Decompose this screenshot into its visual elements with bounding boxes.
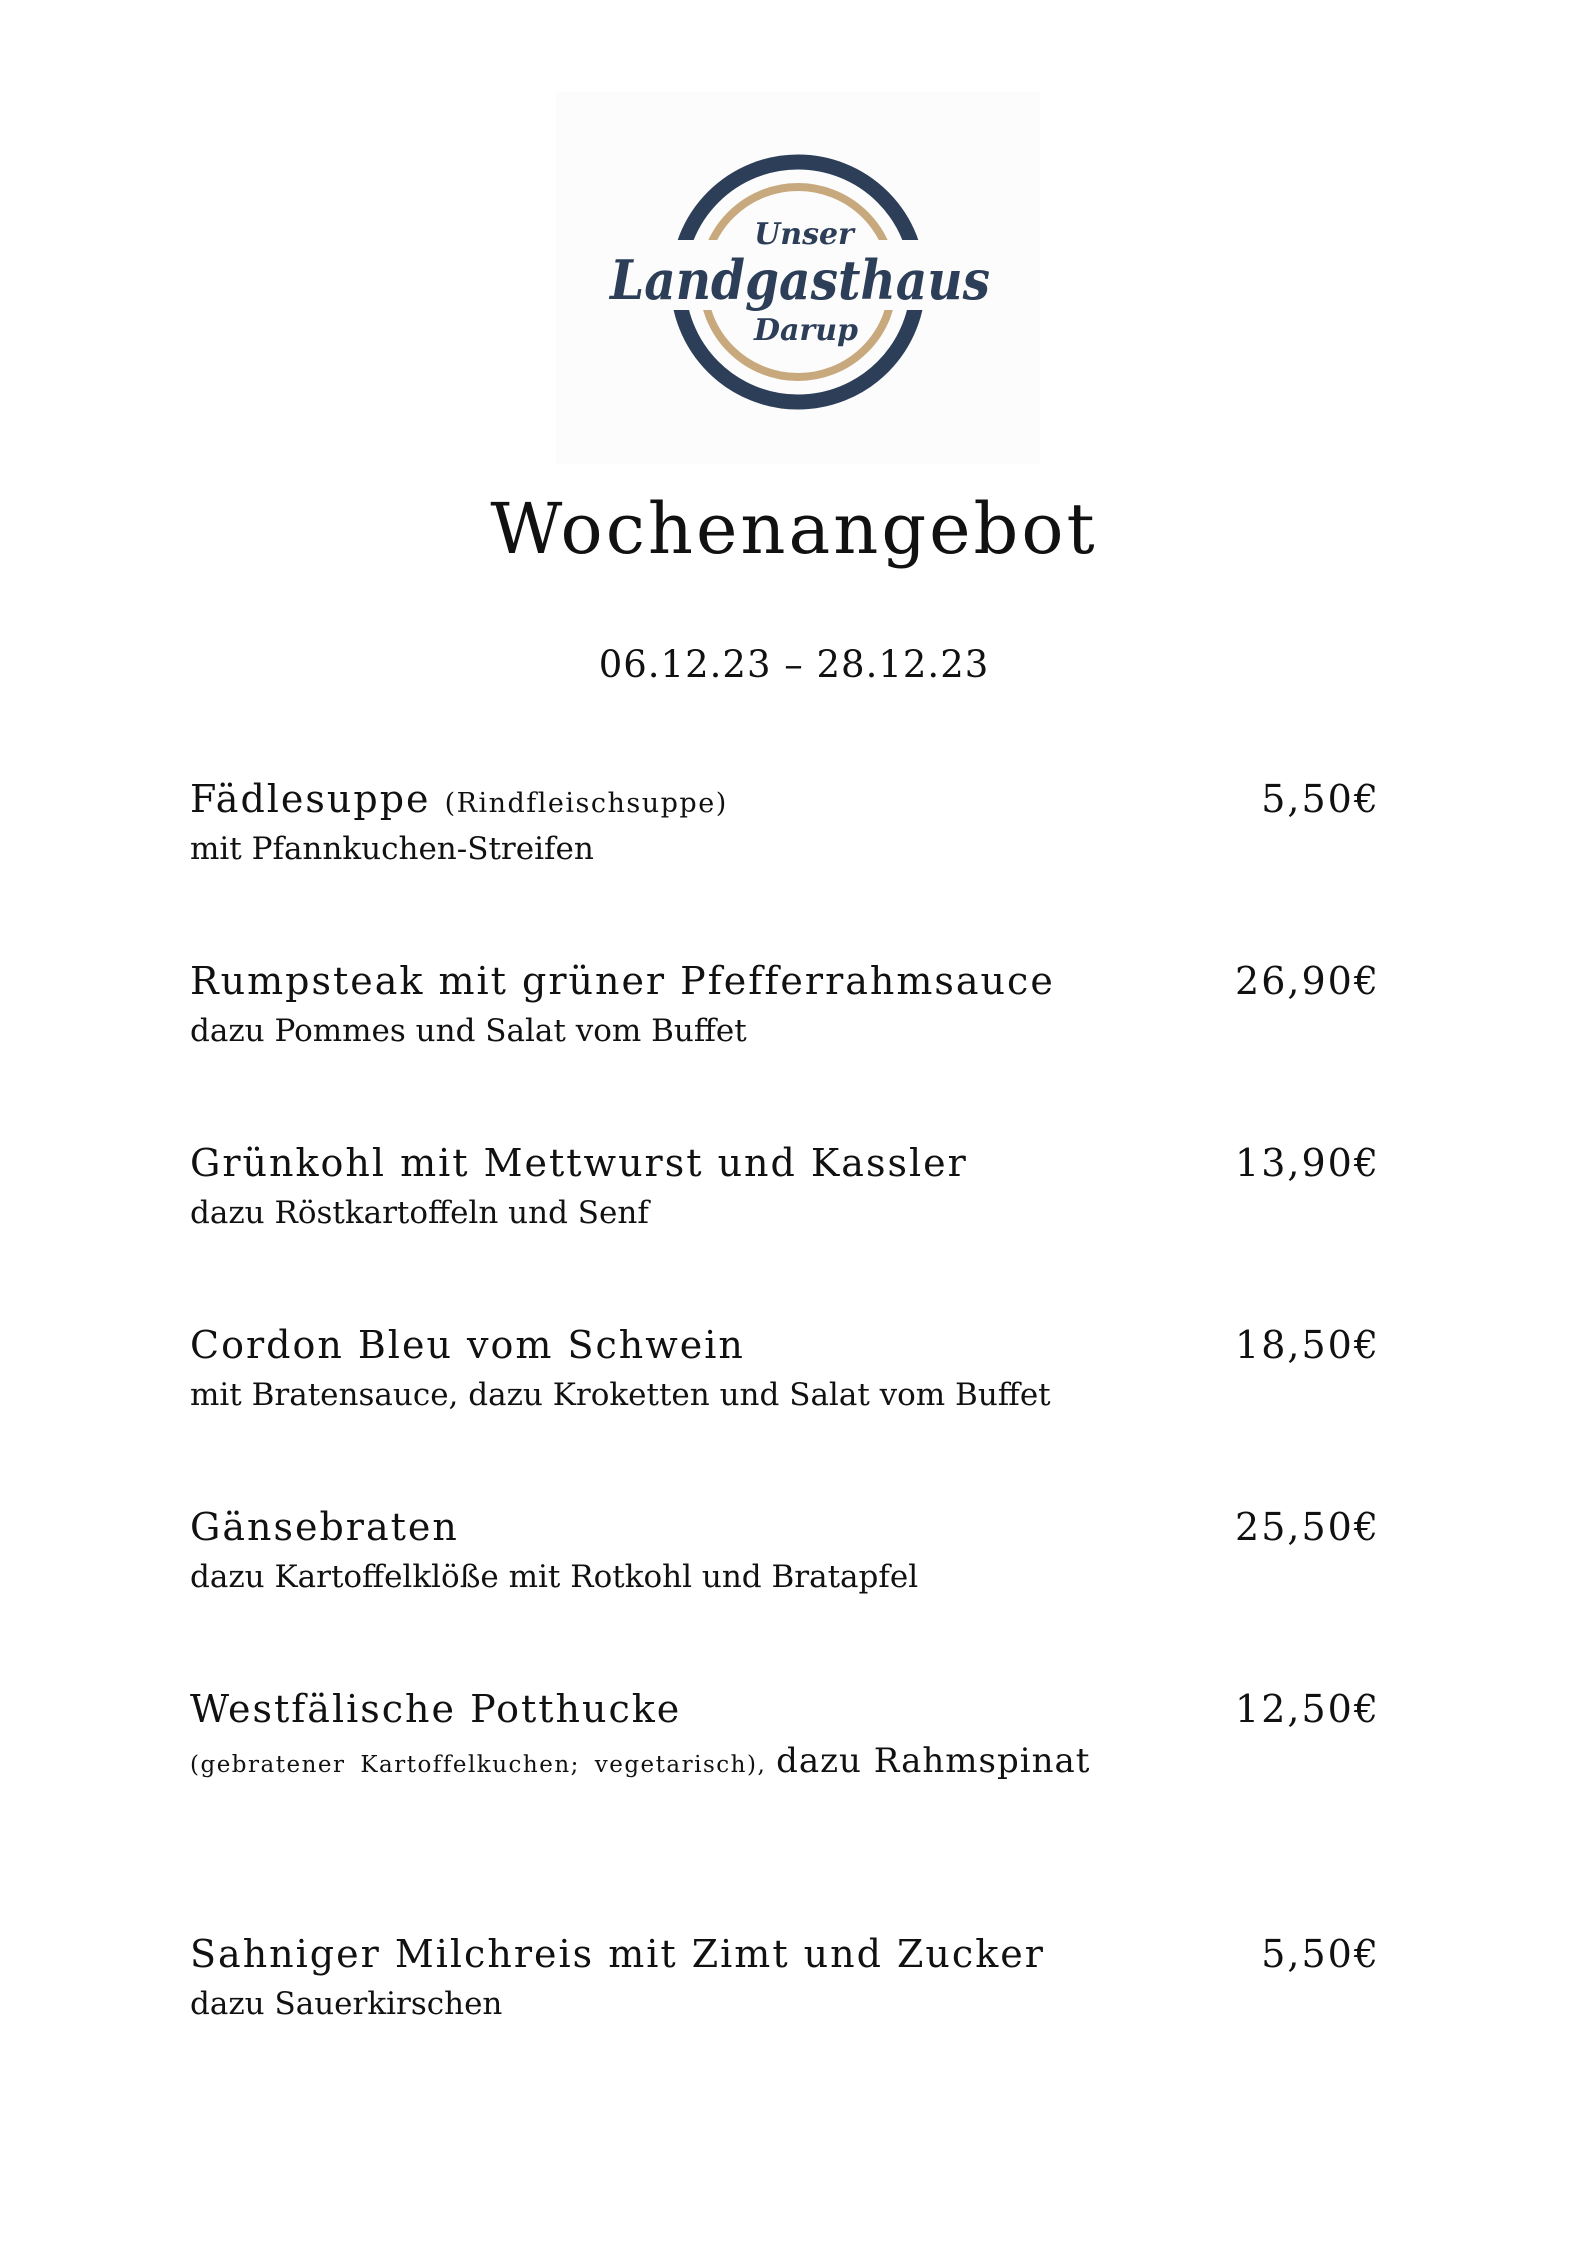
dish-price: 5,50€ <box>1261 777 1380 821</box>
dish-name: Rumpsteak mit grüner Pfefferrahmsauce <box>190 959 1055 1003</box>
dish-name: Grünkohl mit Mettwurst und Kassler <box>190 1141 968 1185</box>
menu-item <box>190 1932 1380 2042</box>
dish-description-text: dazu Rahmspinat <box>776 1741 1091 1781</box>
menu-item <box>190 1505 1380 1615</box>
menu-item <box>190 1323 1380 1433</box>
dish-description: dazu Kartoffelklöße mit Rotkohl und Bratapfel <box>190 1559 919 1595</box>
dish-description-note: (gebratener Kartoffelkuchen; vegetarisch), <box>190 1752 767 1778</box>
dish-name <box>190 777 728 821</box>
dish-name: Sahniger Milchreis mit Zimt und Zucker <box>190 1932 1045 1976</box>
dish-price: 25,50€ <box>1235 1505 1380 1549</box>
restaurant-logo <box>556 92 1040 464</box>
dish-price: 26,90€ <box>1235 959 1380 1003</box>
dish-note: (Rindfleischsuppe) <box>444 788 728 819</box>
dish-name: Westfälische Potthucke <box>190 1687 682 1731</box>
dish-description: dazu Sauerkirschen <box>190 1986 503 2022</box>
dish-price: 13,90€ <box>1235 1141 1380 1185</box>
dish-title: Fädlesuppe <box>190 777 431 821</box>
dish-description: dazu Pommes und Salat vom Buffet <box>190 1013 747 1049</box>
logo-line1: Unser <box>754 217 854 252</box>
menu-item <box>190 1141 1380 1251</box>
dish-name: Cordon Bleu vom Schwein <box>190 1323 745 1367</box>
dish-description <box>190 1741 1090 1781</box>
menu-item <box>190 959 1380 1069</box>
dish-price: 5,50€ <box>1261 1932 1380 1976</box>
menu-item <box>190 1687 1380 1797</box>
logo-line2: Landgasthaus <box>608 248 990 312</box>
dish-description: mit Bratensauce, dazu Kroketten und Salat vom Buffet <box>190 1377 1051 1413</box>
dish-price: 18,50€ <box>1235 1323 1380 1367</box>
dish-description: dazu Röstkartoffeln und Senf <box>190 1195 649 1231</box>
date-range: 06.12.23 – 28.12.23 <box>598 643 990 686</box>
logo-line3: Darup <box>753 313 859 348</box>
dish-description: mit Pfannkuchen-Streifen <box>190 831 594 867</box>
dish-name: Gänsebraten <box>190 1505 459 1549</box>
page-title: Wochenangebot <box>490 488 1098 570</box>
menu-item <box>190 777 1380 887</box>
dish-price: 12,50€ <box>1235 1687 1380 1731</box>
